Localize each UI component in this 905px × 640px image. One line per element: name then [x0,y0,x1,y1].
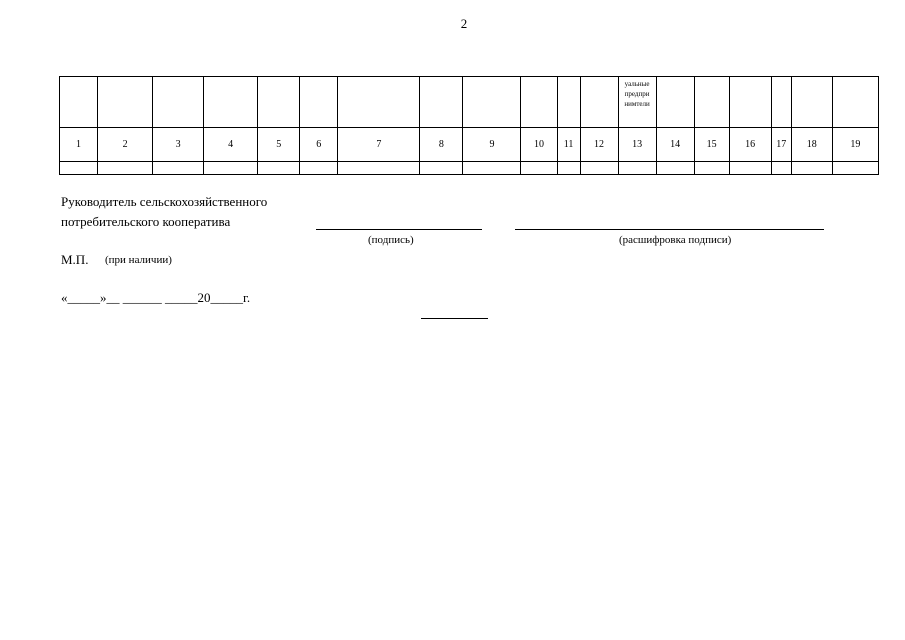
table-cell [618,162,656,175]
header-cell-11 [557,77,580,128]
header-cell-16 [729,77,771,128]
column-number: 1 [60,128,98,162]
header-cell-4 [204,77,258,128]
column-number: 11 [557,128,580,162]
signature-caption: (подпись) [368,234,414,246]
column-number: 16 [729,128,771,162]
table-cell [580,162,618,175]
table-cell [258,162,300,175]
page-number: 2 [460,16,468,31]
decoding-caption: (расшифровка подписи) [619,234,732,246]
column-number: 12 [580,128,618,162]
column-number: 8 [420,128,463,162]
header-fragment-line: нимтели [624,100,650,108]
stamp-note: (при наличии) [105,254,172,266]
column-number: 6 [300,128,338,162]
table-cell [656,162,694,175]
column-number-row [60,128,879,162]
stamp-label: М.П. [61,252,89,267]
column-number: 3 [153,128,204,162]
column-number: 9 [463,128,521,162]
header-cell-1 [60,77,98,128]
table-header-row [60,77,879,128]
column-number: 2 [98,128,153,162]
header-cell-7 [338,77,420,128]
column-number: 19 [832,128,878,162]
table-cell [338,162,420,175]
header-cell-8 [420,77,463,128]
column-number: 14 [656,128,694,162]
column-number: 18 [791,128,832,162]
table-cell [521,162,557,175]
header-cell-10 [521,77,557,128]
header-cell-19 [832,77,878,128]
table-cell [729,162,771,175]
header-fragment-line: уальные [624,80,650,88]
table-cell [420,162,463,175]
table-cell [153,162,204,175]
table-cell [832,162,878,175]
table-cell [204,162,258,175]
header-cell-18 [791,77,832,128]
table-row [60,162,879,175]
column-number: 13 [618,128,656,162]
table-cell [694,162,729,175]
header-cell-17 [771,77,791,128]
header-cell-14 [656,77,694,128]
table-cell [60,162,98,175]
column-number: 15 [694,128,729,162]
end-separator [421,318,488,319]
header-fragment-line: предпри [624,90,650,98]
header-cell-2 [98,77,153,128]
table-cell [98,162,153,175]
column-number: 7 [338,128,420,162]
signature-line [316,229,482,230]
name-decoding-line [515,229,824,230]
header-cell-15 [694,77,729,128]
header-cell-12 [580,77,618,128]
table-cell [771,162,791,175]
header-cell-9 [463,77,521,128]
header-cell-3 [153,77,204,128]
table-cell [557,162,580,175]
table-cell [300,162,338,175]
column-number: 10 [521,128,557,162]
signer-title-line1: Руководитель сельскохозяйственного [61,194,268,209]
header-cell-13 [618,77,656,128]
date-line: «_____»__ ______ _____20_____г. [61,290,251,305]
column-number: 17 [771,128,791,162]
data-table [59,76,879,175]
signer-title-line2: потребительского кооператива [61,214,231,229]
table-cell [791,162,832,175]
header-cell-6 [300,77,338,128]
column-number: 5 [258,128,300,162]
column-number: 4 [204,128,258,162]
table-cell [463,162,521,175]
header-cell-5 [258,77,300,128]
